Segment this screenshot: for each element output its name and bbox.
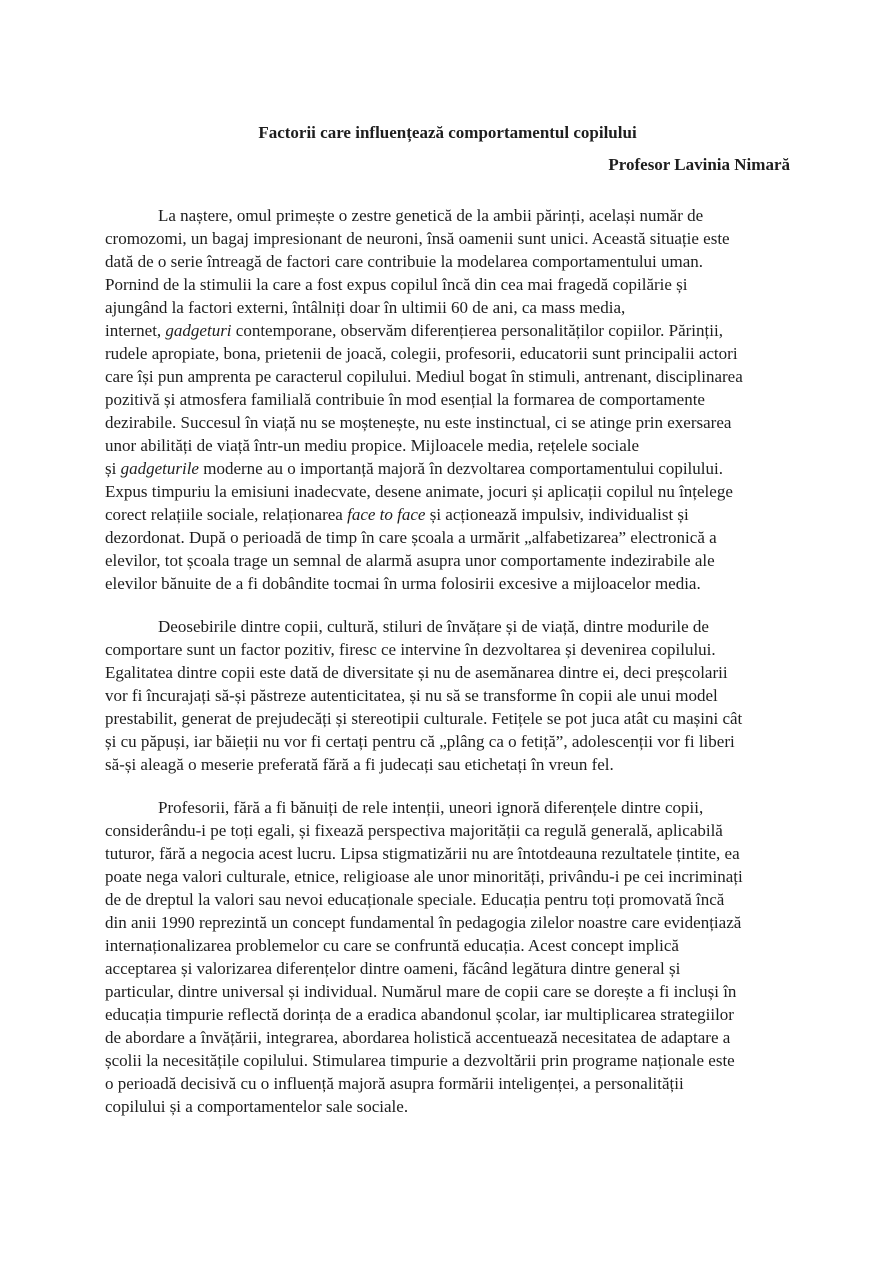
text-line [105,730,790,753]
text-segment: moderne au o importanță majoră în dezvoltarea comportamentului copilului. [198,459,723,478]
text-line [105,204,790,227]
text-line [105,980,790,1003]
text-line [105,1072,790,1095]
text-line [105,1049,790,1072]
text-segment: școlii la necesitățile copilului. Stimularea timpurie a dezvoltării prin programe naționale este [105,1051,735,1070]
text-segment: Egalitatea dintre copii este dată de diversitate și nu de asemănarea dintre ei, deci preșcolarii [105,663,728,682]
text-segment: Pornind de la stimulii la care a fost expus copilul încă din cea mai fragedă copilărie și [105,275,688,294]
text-segment: poate nega valori culturale, etnice, religioase ale unor minorități, privându-i pe cei incriminați [105,867,743,886]
text-line [105,388,790,411]
text-segment: prestabilit, generat de prejudecăți și stereotipii culturale. Fetițele se pot juca atât cu mașini cât [105,709,743,728]
text-segment: unor abilități de viață într-un mediu propice. Mijloacele media, rețelele sociale [105,436,640,455]
text-line [105,365,790,388]
text-segment: Expus timpuriu la emisiuni inadecvate, desene animate, jocuri și aplicații copilul nu înțelege [105,482,733,501]
text-segment: care își pun amprenta pe caracterul copilului. Mediul bogat în stimuli, antrenant, disciplinarea [105,367,743,386]
text-line [105,411,790,434]
text-segment: particular, dintre universal și individual. Numărul mare de copii care se dorește a fi incluși în [105,982,737,1001]
text-segment: cromozomi, un bagaj impresionant de neuroni, însă oamenii sunt unici. Această situație este [105,229,730,248]
text-segment: pozitivă și atmosfera familială contribuie în mod esențial la formarea de comportamente [105,390,705,409]
text-line [105,934,790,957]
text-line [105,796,790,819]
text-segment: contemporane, observăm diferențierea personalităților copiilor. Părinții, [231,321,723,340]
text-line [105,707,790,730]
italic-text-segment: gadgeturi [165,321,232,340]
text-segment: de abordare a învățării, integrarea, abordarea holistică accentuează necesitatea de adaptare a [105,1028,731,1047]
text-line [105,503,790,526]
text-line [105,526,790,549]
document-title: Factorii care influențează comportamentul copilului [258,123,637,142]
text-segment: considerându-i pe toți egali, și fixează perspectiva majorității ca regulă generală, aplicabilă [105,821,723,840]
text-line [105,615,790,638]
text-line [105,273,790,296]
italic-text-segment: face to face [347,505,426,524]
text-segment: dezirabile. Succesul în viață nu se moștenește, nu este instinctual, ci se atinge prin exersarea [105,413,732,432]
italic-text-segment: gadgeturile [120,459,199,478]
text-line [105,342,790,365]
text-segment: să-și aleagă o meserie preferată fără a fi judecați sau etichetați în vreun fel. [105,755,614,774]
text-segment: internet, [105,321,166,340]
paragraph [105,796,790,1118]
text-segment: corect relațiile sociale, relaționarea [105,505,348,524]
text-segment: dezordonat. După o perioadă de timp în care școala a urmărit „alfabetizarea” electronică a [105,528,717,547]
text-segment: și cu păpuși, iar băieții nu vor fi certați pentru că „plâng ca o fetiță”, adolescenții vor fi liberi [105,732,735,751]
text-segment: elevilor, tot școala trage un semnal de alarmă asupra unor comportamente indezirabile ale [105,551,715,570]
text-line [105,753,790,776]
text-segment: de de dreptul la valori sau nevoi educaționale speciale. Educația pentru toți promovată încă [105,890,725,909]
text-line [105,661,790,684]
text-line [105,819,790,842]
text-segment: vor fi încurajați să-și păstreze autenticitatea, și nu să se transforme în copii ale unui model [105,686,718,705]
text-line [105,684,790,707]
text-segment: o perioadă decisivă cu o influență majoră asupra formării inteligenței, a personalității [105,1074,684,1093]
text-line [105,1003,790,1026]
text-segment: ajungând la factori externi, întâlniți doar în ultimii 60 de ani, ca mass media, [105,298,626,317]
text-segment: Deosebirile dintre copii, cultură, stiluri de învățare și de viață, dintre modurile de [158,617,709,636]
text-segment: acceptarea și valorizarea diferențelor dintre oameni, făcând legătura dintre general și [105,959,681,978]
text-segment: educația timpurie reflectă dorința de a eradica abandonul școlar, iar multiplicarea strategiilor [105,1005,734,1024]
text-line [105,1026,790,1049]
text-segment: comportare sunt un factor pozitiv, firesc ce intervine în dezvoltarea și devenirea copilului. [105,640,716,659]
text-segment: din anii 1990 reprezintă un concept fundamental în pedagogia zilelor noastre care evidențiază [105,913,742,932]
document-byline: Profesor Lavinia Nimară [608,155,790,174]
text-line [105,434,790,457]
text-segment: copilului și a comportamentelor sale sociale. [105,1097,409,1116]
text-line [105,457,790,480]
text-segment: internaționalizarea problemelor cu care se confruntă educația. Acest concept implică [105,936,679,955]
document-body [105,204,790,1118]
text-segment: La naștere, omul primește o zestre genetică de la ambii părinți, același număr de [158,206,704,225]
text-line [105,888,790,911]
text-segment: tuturor, fără a negocia acest lucru. Lipsa stigmatizării nu are întotdeauna rezultatele țintite, ea [105,844,740,863]
text-line [105,638,790,661]
text-line [105,957,790,980]
text-line [105,296,790,319]
text-line [105,572,790,595]
text-line [105,549,790,572]
text-segment: Profesorii, fără a fi bănuiți de rele intenții, uneori ignoră diferențele dintre copii, [158,798,704,817]
text-line [105,842,790,865]
paragraph [105,204,790,595]
text-line [105,1095,790,1118]
text-segment: elevilor bănuite de a fi dobândite tocmai în urma folosirii excesive a mijloacelor media. [105,574,701,593]
text-line [105,319,790,342]
text-line [105,250,790,273]
text-line [105,480,790,503]
text-segment: și acționează impulsiv, individualist și [425,505,689,524]
text-line [105,865,790,888]
text-segment: și [105,459,121,478]
text-line [105,911,790,934]
text-segment: rudele apropiate, bona, prietenii de joacă, colegii, profesorii, educatorii sunt principalii actori [105,344,738,363]
text-line [105,227,790,250]
text-segment: dată de o serie întreagă de factori care contribuie la modelarea comportamentului uman. [105,252,704,271]
paragraph [105,615,790,776]
